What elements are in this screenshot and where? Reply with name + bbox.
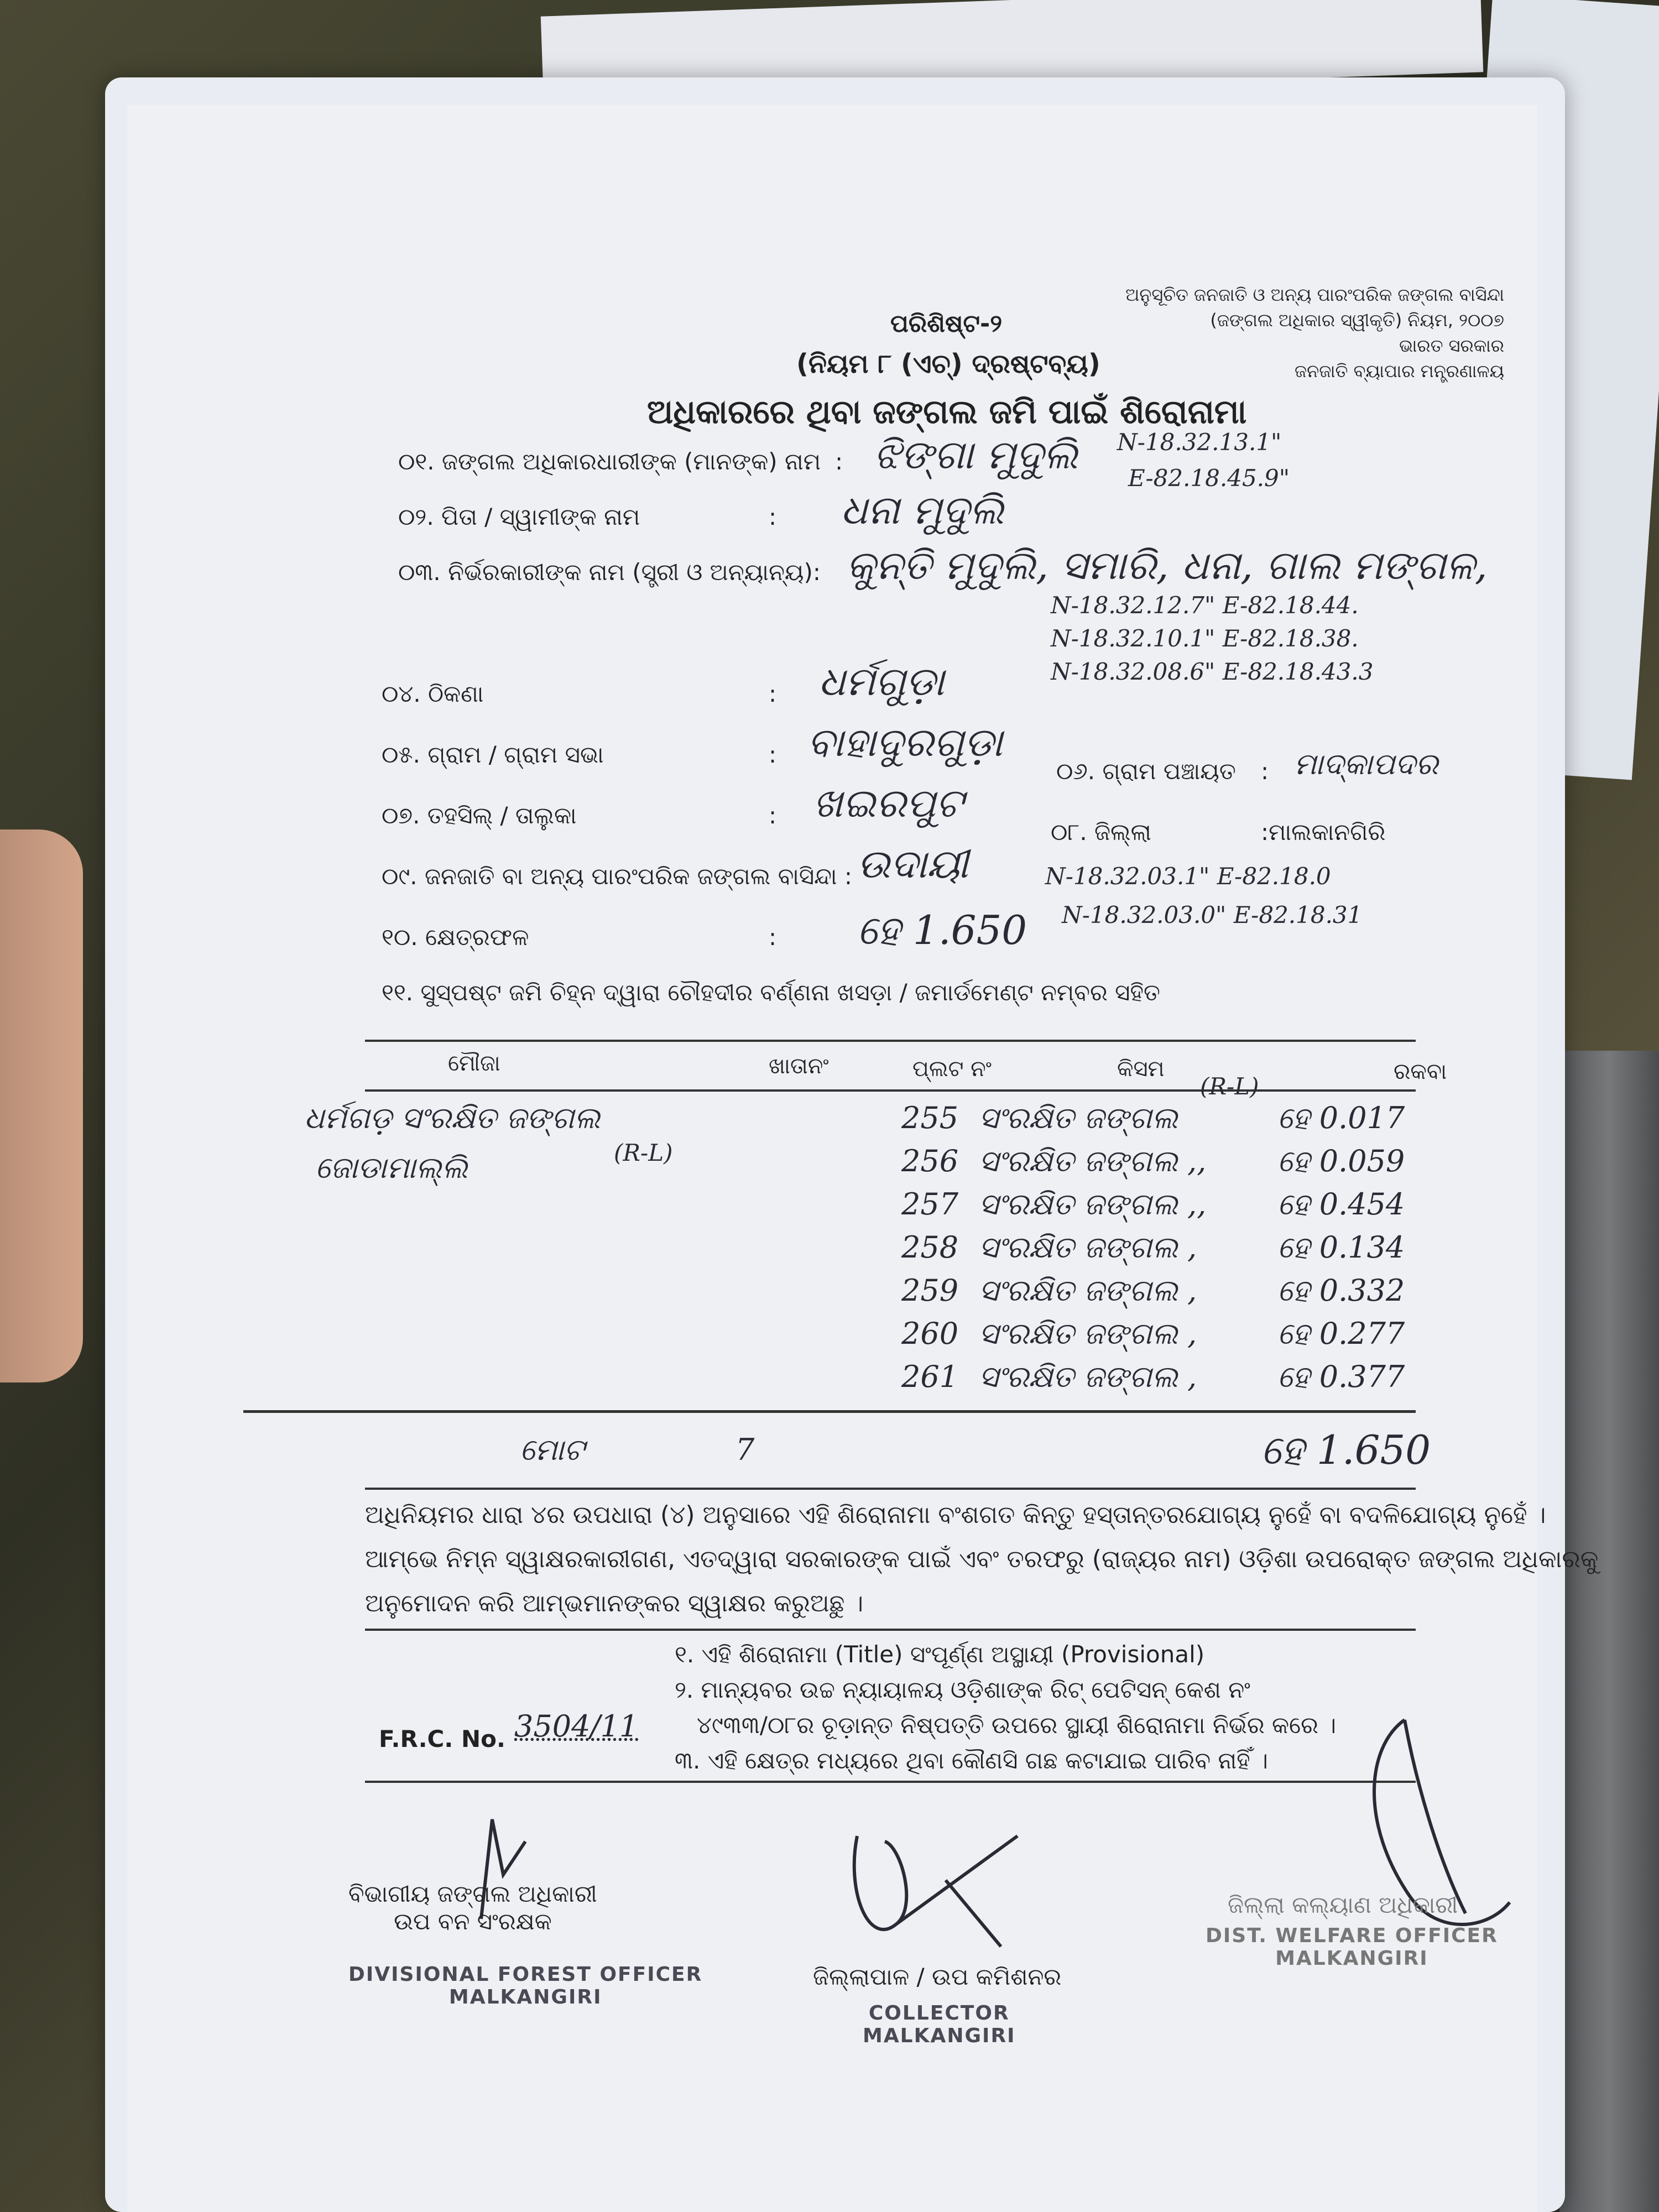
holder-gps-n: N-18.32.13.1" bbox=[1117, 429, 1282, 456]
field-area-label: ୧୦. କ୍ଷେତ୍ରଫଳ bbox=[382, 924, 529, 951]
field-dependents-label: ୦୩. ନିର୍ଭରକାରୀଙ୍କ ନାମ (ସ୍ତ୍ରୀ ଓ ଅନ୍ୟାନ୍ୟ): bbox=[398, 559, 821, 586]
colon: : bbox=[769, 924, 777, 951]
field-tehsil-label: ୦୭. ତହସିଲ୍ / ତାଲୁକା bbox=[382, 802, 577, 829]
field-tribe-value: ଉଦାୟୀ bbox=[857, 841, 969, 887]
total-label: ମୋଟ bbox=[520, 1432, 585, 1467]
area-value: ହେ 0.059 bbox=[1277, 1144, 1405, 1178]
gps-line: N-18.32.08.6" E-82.18.43.3 bbox=[1051, 658, 1374, 685]
area-value: ହେ 0.377 bbox=[1277, 1359, 1405, 1394]
dwo-stamp bbox=[1206, 1924, 1498, 1970]
kisam-value: ସଂରକ୍ଷିତ ଜଙ୍ଗଲ , bbox=[979, 1273, 1197, 1308]
kisam-value: ସଂରକ୍ଷିତ ଜଙ୍ଗଲ ,, bbox=[979, 1144, 1207, 1178]
dwo-stamp-line: MALKANGIRI bbox=[1275, 1947, 1428, 1970]
note-line: ୧. ଏହି ଶିରୋନାମା (Title) ସଂପୂର୍ଣ୍ଣ ଅସ୍ଥାୟୀ (Provisional) bbox=[675, 1641, 1205, 1668]
field-panchayat-label: ୦୬. ଗ୍ରାମ ପଞ୍ଚାୟତ bbox=[1056, 758, 1236, 785]
dwo-title-odia: ଜିଲ୍ଲା କଲ୍ୟାଣ ଅଧିକାରୀ bbox=[1228, 1891, 1458, 1918]
total-count: 7 bbox=[735, 1432, 755, 1467]
area-value: ହେ 0.454 bbox=[1277, 1187, 1405, 1222]
dfo-title-line: ବିଭାଗୀୟ ଜଙ୍ଗଲ ଅଧିକାରୀ bbox=[348, 1880, 597, 1907]
frc-value: 3504/11 bbox=[514, 1709, 639, 1744]
ref-line: (ଜଙ୍ଗଲ ଅଧିକାର ସ୍ୱୀକୃତି) ନିୟମ, ୨୦୦୭ bbox=[1210, 310, 1504, 331]
document-title: ଅଧିକାରରେ ଥିବା ଜଙ୍ଗଲ ଜମି ପାଇଁ ଶିରୋନାମା bbox=[647, 393, 1247, 431]
declaration-rule bbox=[365, 1629, 1416, 1631]
mouza-line: ଜୋଡାମାଲ୍ଲି bbox=[315, 1150, 468, 1185]
field-father-name-label: ୦୨. ପିତା / ସ୍ୱାମୀଙ୍କ ନାମ bbox=[398, 503, 640, 530]
plot-number: 260 bbox=[901, 1316, 959, 1351]
collector-stamp-line: MALKANGIRI bbox=[863, 2025, 1016, 2047]
frc-label: F.R.C. No. bbox=[379, 1725, 505, 1752]
kisam-value: ସଂରକ୍ଷିତ ଜଙ୍ଗଲ ,, bbox=[979, 1187, 1207, 1222]
field-address-label: ୦୪. ଠିକଣା bbox=[382, 680, 484, 707]
field-dependents-value: କୁନ୍ତି ମୁଦୁଲି, ସମାରି, ଧନା, ଗାଲ ମଙ୍ଗଳ, bbox=[846, 542, 1488, 588]
note-line: ୨. ମାନ୍ୟବର ଉଚ୍ଚ ନ୍ୟାୟାଳୟ ଓଡ଼ିଶାଙ୍କ ରିଟ୍ ପେଟିସନ୍ କେଶ ନଂ bbox=[675, 1676, 1250, 1703]
plot-number: 261 bbox=[901, 1359, 959, 1394]
declaration-line: ଆମ୍ଭେ ନିମ୍ନ ସ୍ୱାକ୍ଷରକାରୀଗଣ, ଏତଦ୍ୱାରା ସରକାରଙ୍କ ପାଇଁ ଏବଂ ତରଫରୁ (ରାଜ୍ୟର ନାମ) ଓଡ଼ିଶା ଉପରୋକ୍ତ ଜଙ୍ଗଲ ଅଧିକାରକୁ bbox=[365, 1545, 1599, 1573]
notes-block bbox=[675, 1637, 1336, 1778]
colon: : bbox=[835, 448, 843, 475]
field-father-name-value: ଧନା ମୁଦୁଲି bbox=[841, 487, 1004, 533]
kisam-value: ସଂରକ୍ଷିତ ଜଙ୍ଗଲ bbox=[979, 1100, 1178, 1135]
kisam-value: ସଂରକ୍ଷିତ ଜଙ୍ଗଲ , bbox=[979, 1316, 1197, 1351]
ref-line: ଅନୁସୂଚିତ ଜନଜାତି ଓ ଅନ୍ୟ ପାରଂପରିକ ଜଙ୍ଗଲ ବାସିନ୍ଦା bbox=[1125, 284, 1504, 305]
gps-line: N-18.32.10.1" E-82.18.38. bbox=[1051, 625, 1359, 652]
declaration-line: ଅଧିନିୟମର ଧାରା ୪ର ଉପଧାରା (୪) ଅନୁସାରେ ଏହି ଶିରୋନାମା ବଂଶଗତ କିନ୍ତୁ ହସ୍ତାନ୍ତରଯୋଗ୍ୟ ନୁହେଁ ବା ବଦଳିଯୋଗ୍ୟ ନୁହେଁ । bbox=[365, 1501, 1546, 1529]
area-value: ହେ 0.332 bbox=[1277, 1273, 1405, 1308]
field-boundary-label: ୧୧. ସୁସ୍ପଷ୍ଟ ଜମି ଚିହ୍ନ ଦ୍ୱାରା ଚୌହଦୀର ବର୍ଣ୍ଣନା ଖସଡ଼ା / ଜମାର୍ଡମେଣ୍ଟ ନମ୍ବର ସହିତ bbox=[382, 979, 1160, 1006]
collector-signature bbox=[835, 1814, 1034, 1958]
field-holder-name-value: ଝିଙ୍ଗା ମୁଦୁଲି bbox=[874, 431, 1078, 478]
dfo-stamp-line: MALKANGIRI bbox=[448, 1986, 602, 2008]
field-village-label: ୦୫. ଗ୍ରାମ / ଗ୍ରାମ ସଭା bbox=[382, 741, 604, 768]
colon: : bbox=[769, 741, 777, 768]
declaration-line: ଅନୁମୋଦନ କରି ଆମ୍ଭମାନଙ୍କର ସ୍ୱାକ୍ଷର କରୁଅଛୁ । bbox=[365, 1589, 864, 1618]
field-holder-name-label: ୦୧. ଜଙ୍ଗଲ ଅଧିକାରଧାରୀଙ୍କ (ମାନଙ୍କ) ନାମ bbox=[398, 448, 821, 475]
dfo-stamp-line: DIVISIONAL FOREST OFFICER bbox=[348, 1963, 703, 1986]
kisam-value: ସଂରକ୍ଷିତ ଜଙ୍ଗଲ , bbox=[979, 1230, 1197, 1265]
field-panchayat-value: ମାଦ୍କାପଦର bbox=[1294, 747, 1438, 781]
kisam-value: ସଂରକ୍ଷିତ ଜଙ୍ଗଲ , bbox=[979, 1359, 1197, 1394]
total-rule bbox=[365, 1488, 1416, 1490]
dfo-title-odia bbox=[348, 1880, 597, 1936]
holding-hand bbox=[0, 830, 83, 1383]
rule-reference: (ନିୟମ ୮ (ଏଚ୍) ଦ୍ରଷ୍ଟବ୍ୟ) bbox=[796, 348, 1100, 379]
col-header-plot: ପ୍ଲଟ ନଂ bbox=[912, 1056, 992, 1082]
plot-number: 257 bbox=[901, 1187, 959, 1222]
background-jeans bbox=[1559, 1051, 1659, 2212]
colon: : bbox=[769, 802, 777, 829]
col-header-khata: ଖାତାନଂ bbox=[769, 1053, 829, 1079]
mouza-line: ଧର୍ମଗଡ଼ ସଂରକ୍ଷିତ ଜଙ୍ଗଲ bbox=[304, 1100, 601, 1135]
field-district-label: ୦୮. ଜିଲ୍ଲା bbox=[1051, 818, 1151, 846]
note-line: ୩. ଏହି କ୍ଷେତ୍ର ମଧ୍ୟରେ ଥିବା କୌଣସି ଗଛ କଟାଯାଇ ପାରିବ ନାହିଁ । bbox=[675, 1747, 1268, 1774]
field-district-value: :ମାଲକାନଗିରି bbox=[1261, 818, 1386, 846]
collector-title-odia: ଜିଲ୍ଲାପାଳ / ଉପ କମିଶନର bbox=[813, 1963, 1062, 1990]
col-header-kisam: କିସମ bbox=[1117, 1056, 1165, 1082]
plot-number: 258 bbox=[901, 1230, 959, 1265]
field-village-value: ବାହାଦୁରଗୁଡ଼ା bbox=[807, 719, 1003, 765]
notes-rule bbox=[365, 1781, 1416, 1783]
table-top-rule bbox=[365, 1040, 1416, 1042]
plot-number: 256 bbox=[901, 1144, 959, 1178]
table-bottom-rule bbox=[243, 1410, 1416, 1413]
holder-gps-e: E-82.18.45.9" bbox=[1128, 465, 1290, 492]
title-document bbox=[127, 105, 1599, 2212]
mouza-note: (R-L) bbox=[614, 1139, 673, 1166]
gps-line: N-18.32.03.1" E-82.18.0 bbox=[1045, 863, 1331, 890]
dfo-title-line: ଉପ ବନ ସଂରକ୍ଷକ bbox=[394, 1908, 552, 1935]
collector-stamp bbox=[863, 2002, 1016, 2047]
col-header-area: ରକବା bbox=[1394, 1059, 1447, 1084]
dfo-stamp bbox=[348, 1963, 702, 2008]
declaration bbox=[365, 1493, 1598, 1626]
collector-stamp-line: COLLECTOR bbox=[868, 2002, 1010, 2025]
field-tribe-label: ୦୯. ଜନଜାତି ବା ଅନ୍ୟ ପାରଂପରିକ ଜଙ୍ଗଲ ବାସିନ୍ଦା : bbox=[382, 863, 853, 890]
ref-line: ଜନଜାତି ବ୍ୟାପାର ମନ୍ତ୍ରଣାଳୟ bbox=[1295, 361, 1504, 382]
gps-line: N-18.32.03.0" E-82.18.31 bbox=[1062, 901, 1363, 928]
act-reference bbox=[1125, 282, 1504, 384]
field-area-value: ହେ 1.650 bbox=[857, 907, 1027, 953]
annexure-label: ପରିଶିଷ୍ଟ-୨ bbox=[890, 310, 1003, 338]
area-value: ହେ 0.017 bbox=[1277, 1100, 1405, 1135]
ref-line: ଭାରତ ସରକାର bbox=[1399, 335, 1504, 356]
plot-number: 259 bbox=[901, 1273, 959, 1308]
gps-line: N-18.32.12.7" E-82.18.44. bbox=[1051, 592, 1359, 619]
col-header-mouza: ମୌଜା bbox=[448, 1051, 500, 1076]
area-value: ହେ 0.134 bbox=[1277, 1230, 1405, 1265]
field-tehsil-value: ଖଇରପୁଟ bbox=[813, 780, 964, 826]
field-address-value: ଧର୍ମଗୁଡ଼ା bbox=[818, 658, 945, 705]
colon: : bbox=[769, 680, 777, 707]
note-line: ୪୯୩୩/୦୮ର ଚୂଡ଼ାନ୍ତ ନିଷ୍ପତ୍ତି ଉପରେ ସ୍ଥାୟୀ ଶିରୋନାମା ନିର୍ଭର କରେ । bbox=[675, 1712, 1337, 1739]
colon: : bbox=[1261, 758, 1269, 785]
kisam-note: (R-L) bbox=[1200, 1073, 1259, 1100]
dwo-stamp-line: DIST. WELFARE OFFICER bbox=[1206, 1924, 1498, 1947]
area-value: ହେ 0.277 bbox=[1277, 1316, 1405, 1351]
colon: : bbox=[769, 503, 777, 530]
total-area: ହେ 1.650 bbox=[1261, 1427, 1431, 1473]
plot-number: 255 bbox=[901, 1100, 959, 1135]
